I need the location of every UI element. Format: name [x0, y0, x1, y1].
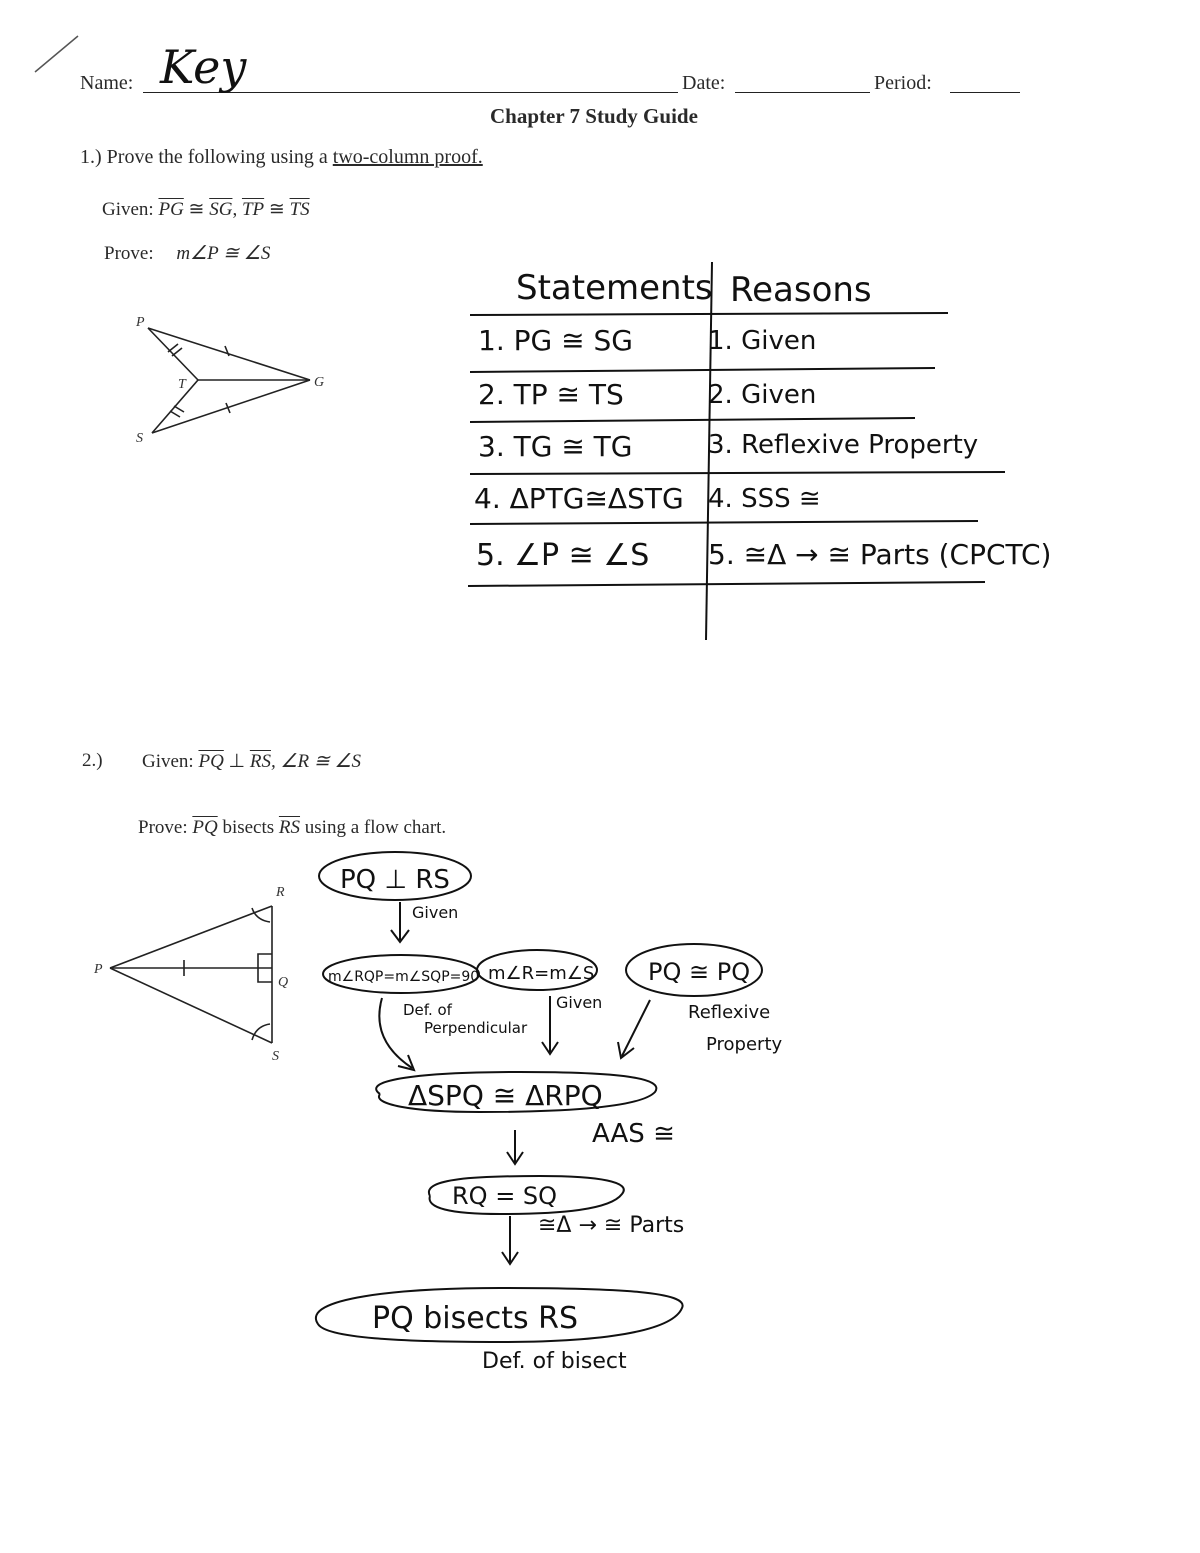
flow-reason-reflexive-1: Reflexive — [688, 1002, 771, 1023]
perpendicular-symbol: ⊥ — [228, 751, 246, 772]
flow-node-congruent: ΔSPQ ≅ ΔRPQ — [408, 1079, 603, 1112]
congruent-symbol-2: ≅ — [268, 199, 285, 220]
given-label-2: Given: — [142, 751, 194, 772]
segment-rs: $\overline{RS}$ — [249, 751, 271, 772]
flow-reason-reflexive-2: Property — [706, 1034, 783, 1055]
flow-reason-right-angles-2: Perpendicular — [424, 1019, 528, 1037]
problem1-number: 1.) — [80, 146, 102, 168]
flow-reason-right-angles-1: Def. of — [403, 1001, 452, 1019]
flow-node-right-angles: m∠RQP=m∠SQP=90 — [328, 969, 480, 985]
flow-node-angles: m∠R=m∠S — [488, 963, 595, 984]
congruent-symbol: ≅ — [188, 199, 205, 220]
problem1-instruction-underlined: two-column proof. — [332, 146, 483, 168]
reason-1: 1. Given — [708, 326, 817, 356]
flow-reason-conclusion: Def. of bisect — [482, 1349, 627, 1374]
date-label: Date: — [682, 72, 726, 94]
name-value: Key — [160, 40, 247, 94]
statement-2: 2. TP ≅ TS — [478, 378, 624, 411]
flow-node-segments: RQ = SQ — [452, 1182, 558, 1210]
problem1-instruction-text: Prove the following using a — [106, 146, 328, 168]
prove-suffix: using a flow chart. — [304, 817, 447, 838]
segment-ts: $\overline{TS}$ — [289, 199, 310, 220]
fig2-label-r: R — [276, 885, 285, 900]
prove-label-2: Prove: — [138, 817, 188, 838]
given-angles: , ∠R ≅ ∠S — [270, 751, 362, 772]
reason-3: 3. Reflexive Property — [708, 430, 979, 460]
segment-pq: $\overline{PQ}$ — [198, 751, 224, 772]
fig2-label-q: Q — [278, 975, 289, 990]
fig2-label-s: S — [272, 1049, 279, 1064]
flow-reason-given: Given — [412, 903, 459, 922]
statement-1: 1. PG ≅ SG — [478, 324, 633, 357]
prove-label: Prove: — [104, 243, 154, 264]
flow-reason-congruent: AAS ≅ — [592, 1119, 675, 1149]
problem2-number: 2.) — [82, 750, 103, 771]
given-label: Given: — [102, 199, 154, 220]
prove-segment-rs: $\overline{RS}$ — [278, 817, 301, 838]
given-separator: , — [232, 199, 238, 220]
prove-mid: bisects — [222, 817, 275, 838]
fig1-label-g: G — [314, 375, 325, 390]
flow-node-reflexive: PQ ≅ PQ — [648, 958, 751, 986]
prove-segment-pq: $\overline{PQ}$ — [192, 817, 218, 838]
name-label: Name: — [80, 72, 134, 94]
fig1-label-t: T — [178, 377, 186, 392]
statement-3: 3. TG ≅ TG — [478, 430, 633, 463]
flow-node-conclusion: PQ bisects RS — [372, 1301, 579, 1336]
reason-4: 4. SSS ≅ — [708, 484, 821, 514]
segment-sg: $\overline{SG}$ — [209, 199, 233, 220]
prove-text: m∠P ≅ ∠S — [176, 243, 271, 264]
fig1-label-p: P — [136, 315, 145, 330]
reason-5: 5. ≅Δ → ≅ Parts (CPCTC) — [708, 538, 1052, 571]
flow-reason-angles: Given — [556, 993, 603, 1012]
flow-reason-segments: ≅Δ → ≅ Parts — [538, 1213, 685, 1238]
page-title: Chapter 7 Study Guide — [490, 104, 698, 128]
statement-5: 5. ∠P ≅ ∠S — [476, 538, 650, 573]
reason-2: 2. Given — [708, 380, 817, 410]
flow-node-given: PQ ⊥ RS — [340, 865, 450, 895]
fig2-label-p: P — [94, 962, 103, 977]
segment-pg: $\overline{PG}$ — [158, 199, 184, 220]
table-header-statements: Statements — [516, 268, 713, 308]
statement-4: 4. ΔPTG≅ΔSTG — [474, 482, 684, 515]
period-label: Period: — [874, 72, 932, 94]
segment-tp: $\overline{TP}$ — [241, 199, 265, 220]
fig1-label-s: S — [136, 431, 143, 446]
table-header-reasons: Reasons — [730, 270, 872, 310]
